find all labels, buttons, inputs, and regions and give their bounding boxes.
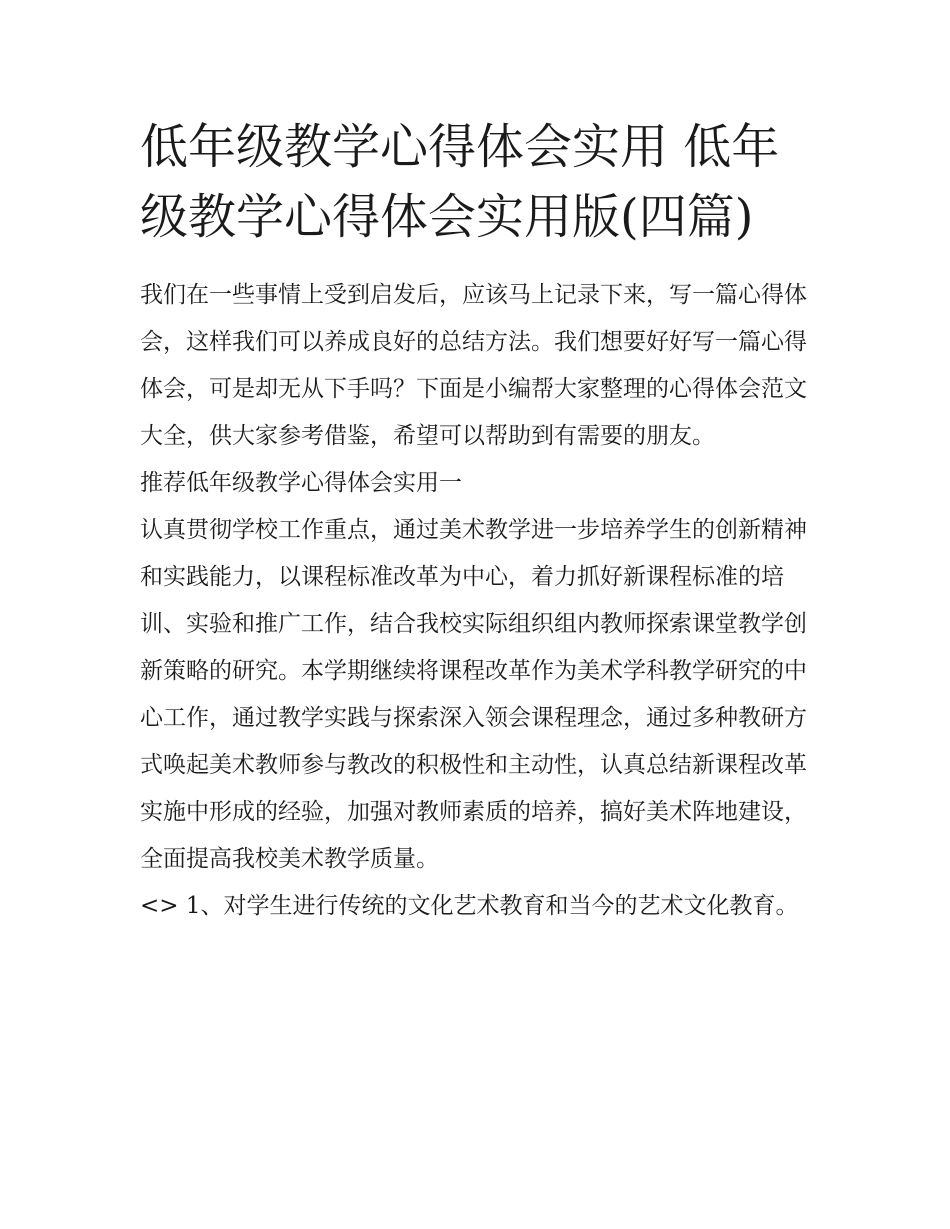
body-paragraph: 认真贯彻学校工作重点，通过美术教学进一步培养学生的创新精神和实践能力，以课程标准改革为中心，着力抓好新课程标准的培训、实验和推广工作，结合我校实际组织组内教师探索课堂教学创新策略的研究。本学期继续将课程改革作为美术学科教学研究的中心工作，通过教学实践与探索深入领会课程理念，通过多种教研方式唤起美术教师参与教改的积极性和主动性，认真总结新课程改革实施中形成的经验，加强对教师素质的培养，搞好美术阵地建设，全面提高我校美术教学质量。 bbox=[140, 517, 807, 872]
intro-paragraph: 我们在一些事情上受到启发后，应该马上记录下来，写一篇心得体会，这样我们可以养成良好的总结方法。我们想要好好写一篇心得体会，可是却无从下手吗？下面是小编帮大家整理的心得体会范文大全，供大家参考借鉴，希望可以帮助到有需要的朋友。 bbox=[140, 282, 807, 449]
list-item: <> 1、对学生进行传统的文化艺术教育和当今的艺术文化教育。 bbox=[140, 893, 799, 919]
section-heading: 推荐低年级教学心得体会实用一 bbox=[140, 470, 462, 496]
document-title: 低年级教学心得体会实用 低年级教学心得体会实用版(四篇) bbox=[140, 119, 780, 245]
title-spacer bbox=[140, 252, 820, 272]
document-page bbox=[140, 112, 820, 930]
